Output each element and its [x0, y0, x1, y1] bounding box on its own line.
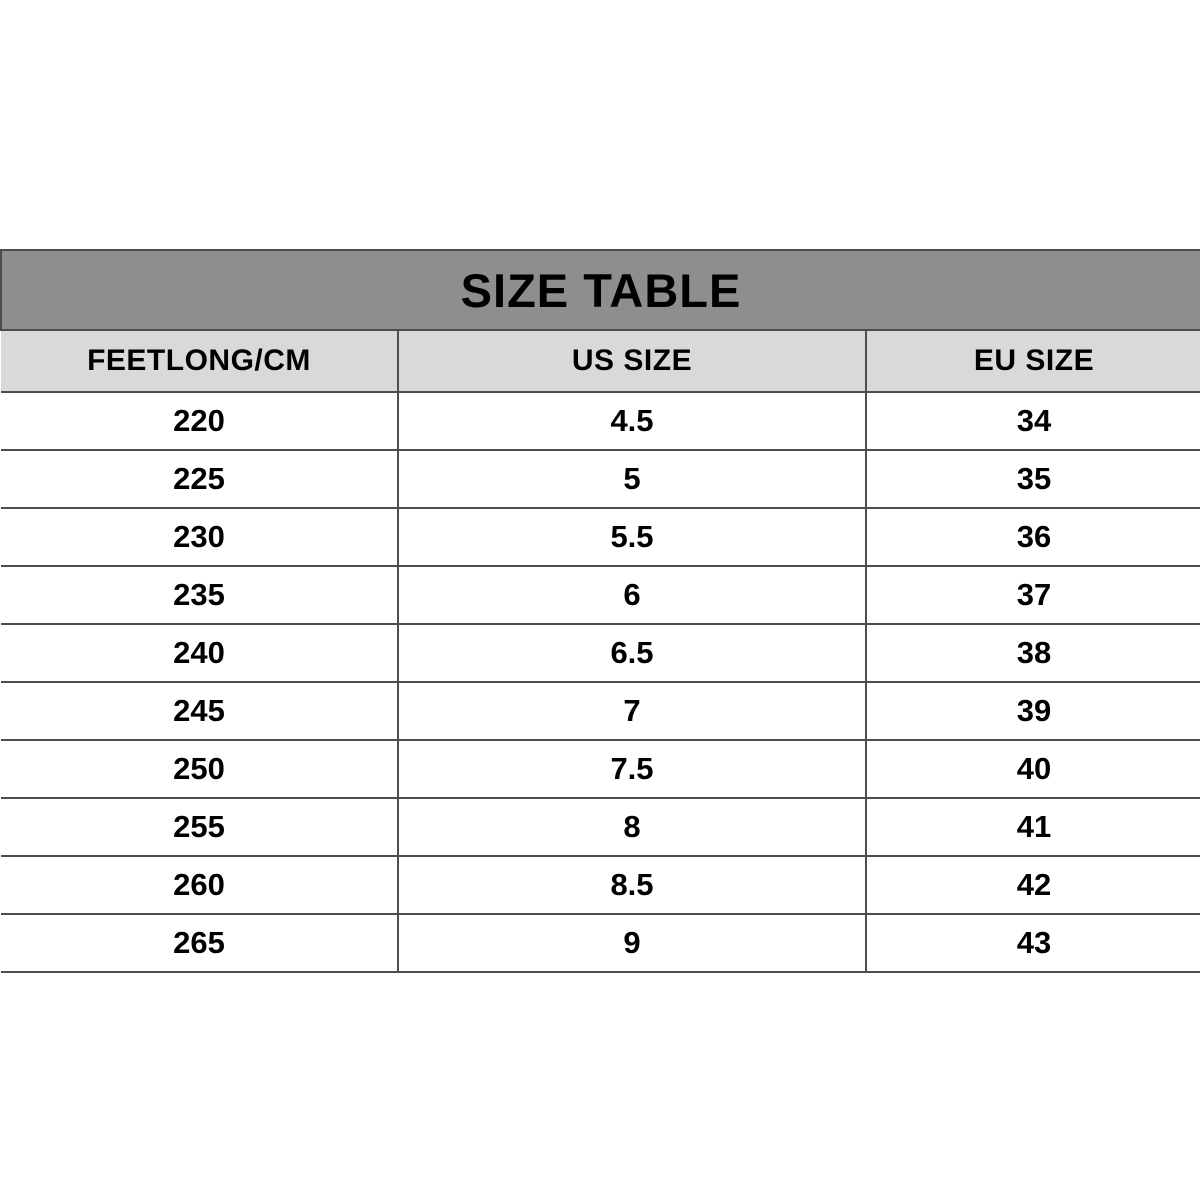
- cell-feetlong: 265: [1, 914, 398, 972]
- cell-feetlong: 245: [1, 682, 398, 740]
- cell-feetlong: 240: [1, 624, 398, 682]
- cell-feetlong: 220: [1, 392, 398, 450]
- table-row: [1, 856, 1200, 914]
- table-title: SIZE TABLE: [1, 250, 1200, 330]
- cell-us-size: 7.5: [398, 740, 866, 798]
- cell-us-size: 5: [398, 450, 866, 508]
- cell-us-size: 8: [398, 798, 866, 856]
- cell-us-size: 9: [398, 914, 866, 972]
- table-row: [1, 624, 1200, 682]
- table-row: [1, 566, 1200, 624]
- table-row: [1, 508, 1200, 566]
- cell-eu-size: 43: [866, 914, 1200, 972]
- table-row: [1, 740, 1200, 798]
- cell-eu-size: 36: [866, 508, 1200, 566]
- cell-eu-size: 42: [866, 856, 1200, 914]
- cell-eu-size: 40: [866, 740, 1200, 798]
- table-row: [1, 682, 1200, 740]
- cell-feetlong: 260: [1, 856, 398, 914]
- table-row: [1, 798, 1200, 856]
- column-header-feetlong: FEETLONG/CM: [1, 330, 398, 392]
- column-header-us-size: US SIZE: [398, 330, 866, 392]
- table-row: [1, 392, 1200, 450]
- table-header-row: [1, 330, 1200, 392]
- size-table: [0, 249, 1200, 973]
- cell-us-size: 5.5: [398, 508, 866, 566]
- cell-eu-size: 34: [866, 392, 1200, 450]
- cell-us-size: 4.5: [398, 392, 866, 450]
- cell-eu-size: 41: [866, 798, 1200, 856]
- size-table-container: [0, 249, 1200, 973]
- cell-eu-size: 35: [866, 450, 1200, 508]
- table-row: [1, 914, 1200, 972]
- cell-us-size: 7: [398, 682, 866, 740]
- cell-eu-size: 38: [866, 624, 1200, 682]
- cell-us-size: 8.5: [398, 856, 866, 914]
- cell-feetlong: 255: [1, 798, 398, 856]
- cell-eu-size: 37: [866, 566, 1200, 624]
- cell-eu-size: 39: [866, 682, 1200, 740]
- cell-us-size: 6.5: [398, 624, 866, 682]
- column-header-eu-size: EU SIZE: [866, 330, 1200, 392]
- table-row: [1, 450, 1200, 508]
- cell-feetlong: 230: [1, 508, 398, 566]
- cell-feetlong: 225: [1, 450, 398, 508]
- table-title-row: [1, 250, 1200, 330]
- cell-us-size: 6: [398, 566, 866, 624]
- cell-feetlong: 235: [1, 566, 398, 624]
- cell-feetlong: 250: [1, 740, 398, 798]
